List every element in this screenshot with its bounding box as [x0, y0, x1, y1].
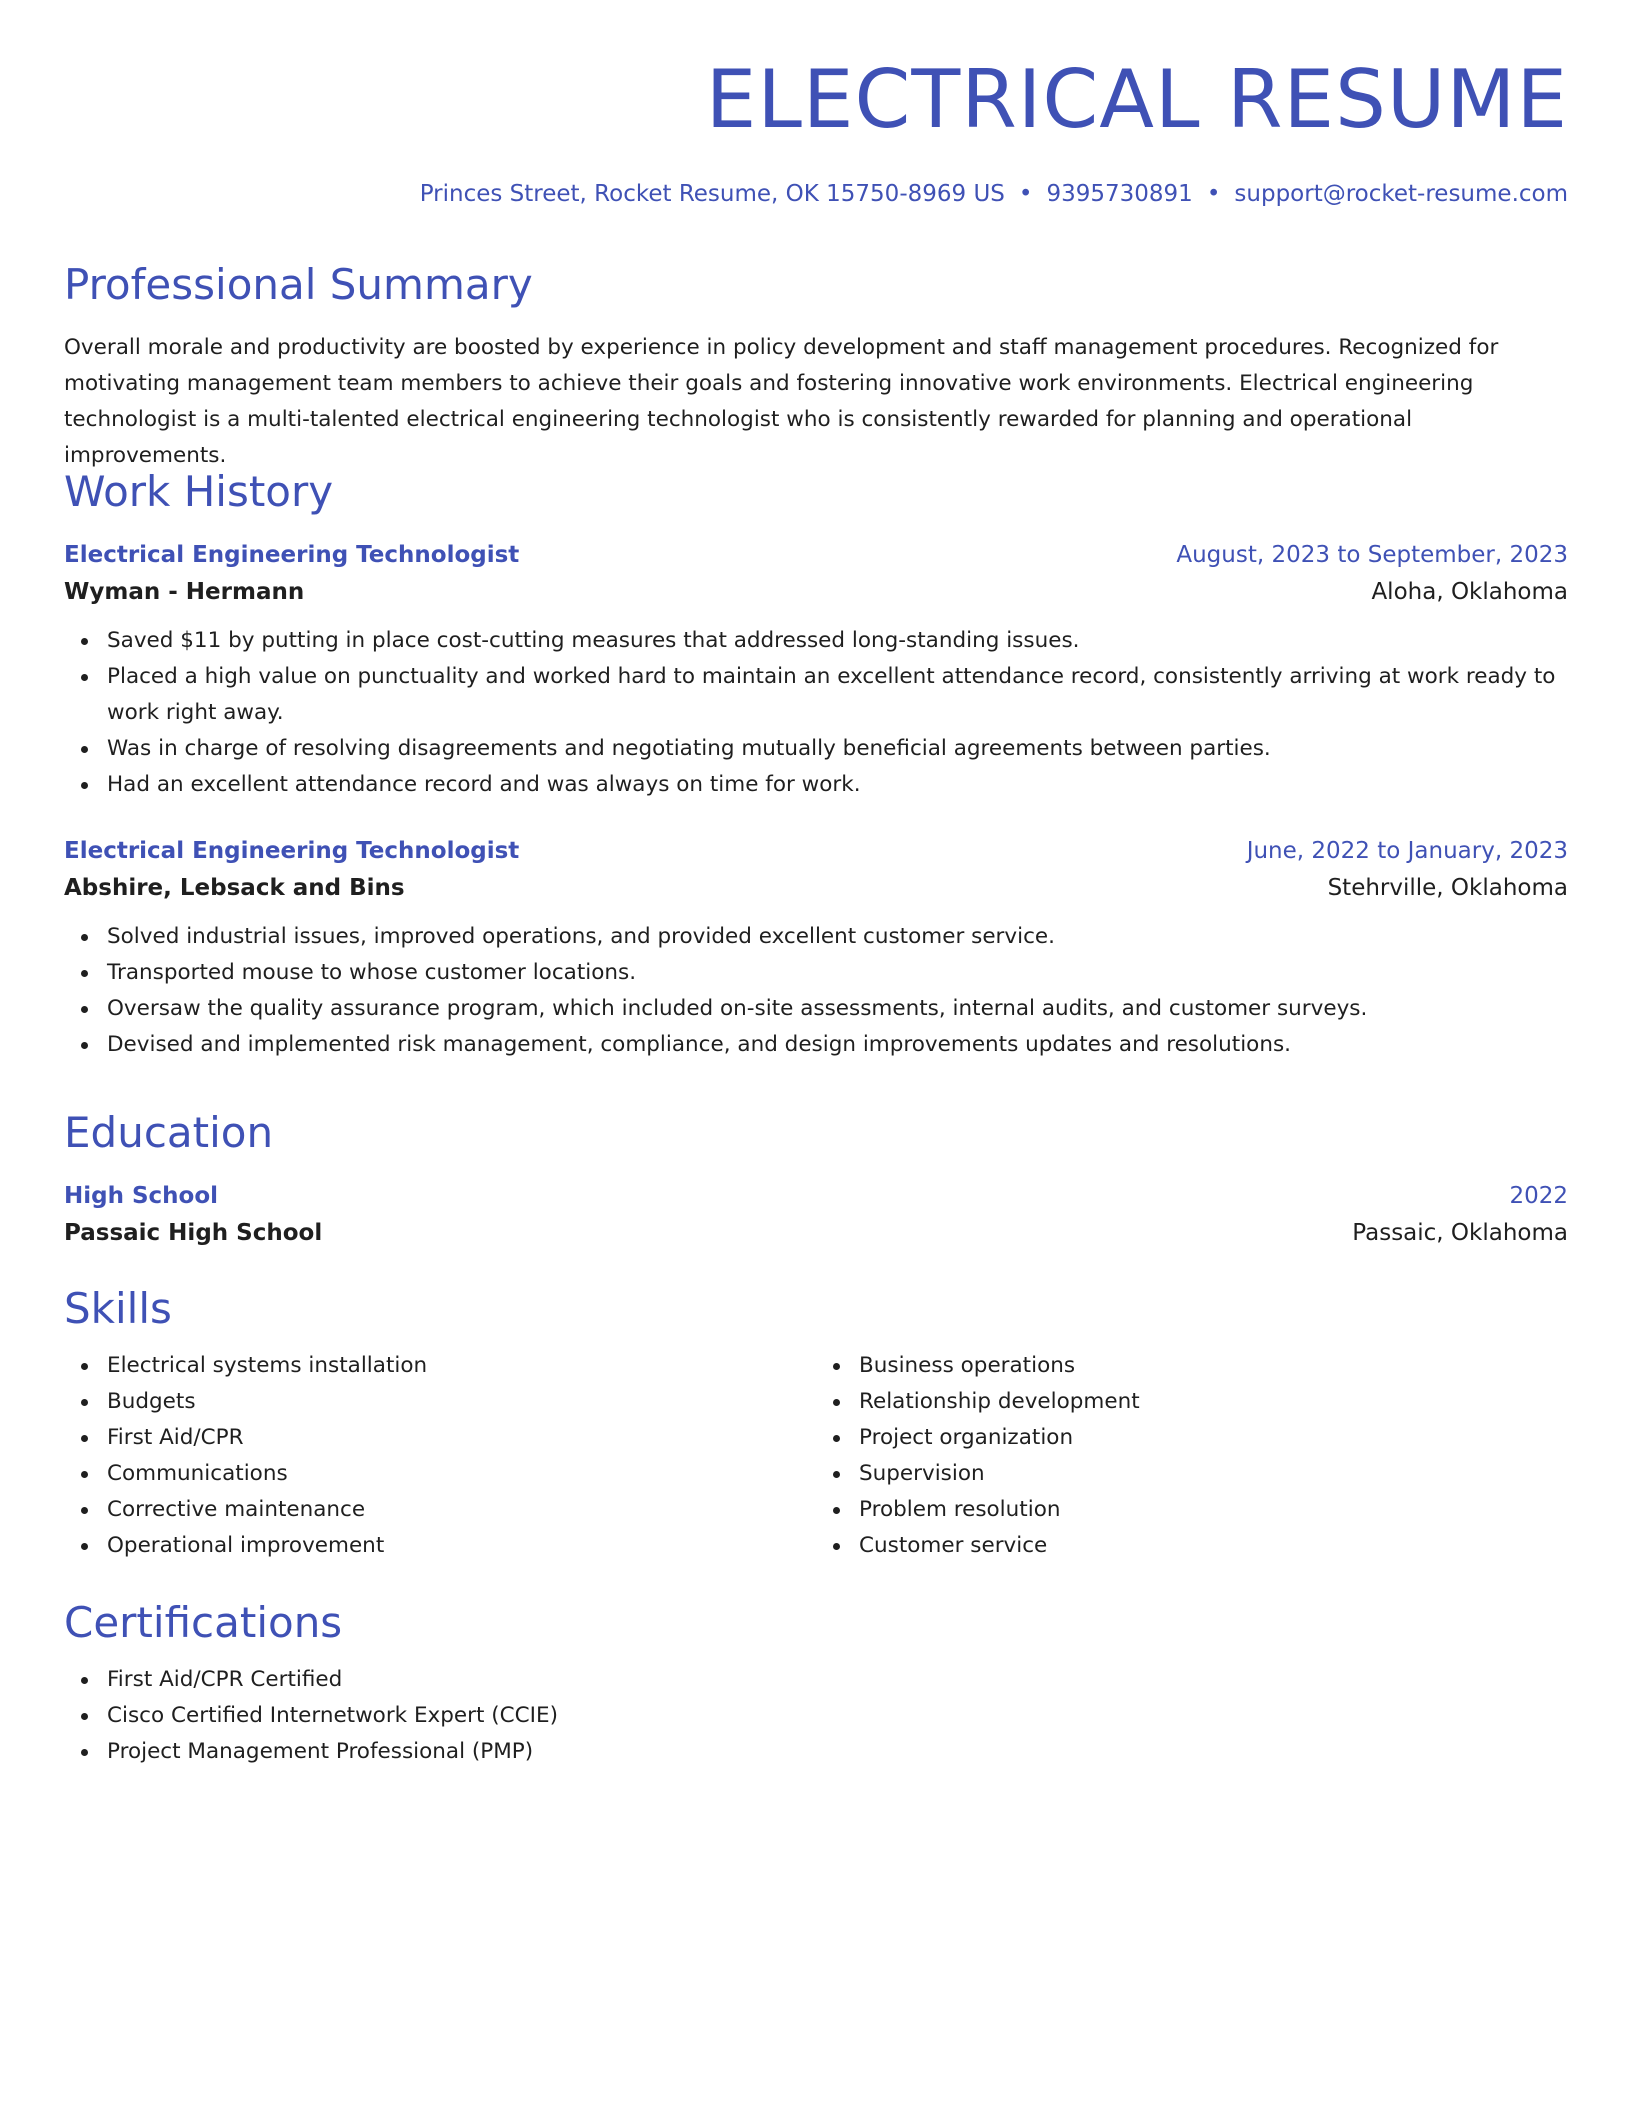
- certification-item: Project Management Professional (PMP): [107, 1734, 1568, 1770]
- resume-header: [64, 0, 1568, 210]
- job-title: Electrical Engineering Technologist: [64, 838, 520, 864]
- skill-item: Electrical systems installation: [107, 1348, 816, 1384]
- job-entry: [64, 833, 1568, 1063]
- certifications-list: [64, 1662, 1568, 1770]
- skill-item: Customer service: [859, 1528, 1568, 1564]
- skill-item: Project organization: [859, 1420, 1568, 1456]
- skill-item: Communications: [107, 1456, 816, 1492]
- job-title: Electrical Engineering Technologist: [64, 542, 520, 568]
- skills-list-right: [816, 1348, 1568, 1564]
- education-school: Passaic High School: [64, 1220, 323, 1246]
- job-bullet: Oversaw the quality assurance program, which included on-site assessments, internal audits, and customer surveys.: [107, 991, 1568, 1027]
- contact-separator: •: [1018, 181, 1033, 207]
- job-location: Aloha, Oklahoma: [1371, 579, 1568, 605]
- education-degree: High School: [64, 1183, 219, 1209]
- job-bullet: Saved $11 by putting in place cost-cutting measures that addressed long-standing issues.: [107, 623, 1568, 659]
- contact-email[interactable]: support@rocket-resume.com: [1234, 181, 1568, 207]
- education-location: Passaic, Oklahoma: [1352, 1220, 1568, 1246]
- skills-section: [64, 1282, 1568, 1564]
- job-entry: [64, 537, 1568, 803]
- section-title-work-history: Work History: [64, 467, 334, 516]
- skill-item: Supervision: [859, 1456, 1568, 1492]
- job-company-row: [64, 573, 1568, 611]
- certifications-section: [64, 1596, 1568, 1770]
- job-company: Abshire, Lebsack and Bins: [64, 875, 405, 901]
- job-dates: June, 2022 to January, 2023: [1246, 838, 1568, 864]
- work-history-section: [64, 465, 1568, 1063]
- job-header-row: [64, 833, 1568, 869]
- job-bullet: Was in charge of resolving disagreements and negotiating mutually beneficial agreements between parties.: [107, 731, 1568, 767]
- certification-item: First Aid/CPR Certified: [107, 1662, 1568, 1698]
- job-header-row: [64, 537, 1568, 573]
- contact-phone: 9395730891: [1046, 181, 1193, 207]
- education-school-row: [64, 1214, 1568, 1252]
- certification-item: Cisco Certified Internetwork Expert (CCIE): [107, 1698, 1568, 1734]
- skill-item: First Aid/CPR: [107, 1420, 816, 1456]
- job-company-row: [64, 869, 1568, 907]
- education-year: 2022: [1509, 1183, 1568, 1209]
- job-bullet: Placed a high value on punctuality and worked hard to maintain an excellent attendance record, consistently arriving at work ready to work right away.: [107, 659, 1568, 731]
- job-bullets: [64, 623, 1568, 803]
- job-bullet: Had an excellent attendance record and was always on time for work.: [107, 767, 1568, 803]
- job-bullet: Solved industrial issues, improved operations, and provided excellent customer service.: [107, 919, 1568, 955]
- job-bullet: Transported mouse to whose customer locations.: [107, 955, 1568, 991]
- skill-item: Budgets: [107, 1384, 816, 1420]
- job-bullets: [64, 919, 1568, 1063]
- education-section: [64, 1106, 1568, 1252]
- summary-section: [64, 258, 1568, 474]
- contact-separator: •: [1206, 181, 1221, 207]
- section-title-summary: Professional Summary: [64, 260, 533, 309]
- contact-line: [64, 178, 1568, 210]
- skills-list-left: [64, 1348, 816, 1564]
- resume-page: [64, 0, 1568, 1764]
- section-title-skills: Skills: [64, 1284, 172, 1333]
- education-header-row: [64, 1178, 1568, 1214]
- job-bullet: Devised and implemented risk management, compliance, and design improvements updates and resolutions.: [107, 1027, 1568, 1063]
- summary-text: Overall morale and productivity are boosted by experience in policy development and staff management procedures. Recognized for motivating management team members to achieve their goals and fostering innovative work environments. Electrical engineering technologist is a multi-talented electrical engineering technologist who is consistently rewarded for planning and operational improvements.: [64, 335, 1499, 468]
- contact-address: Princes Street, Rocket Resume, OK 15750-8969 US: [419, 181, 1005, 207]
- job-location: Stehrville, Oklahoma: [1327, 875, 1568, 901]
- education-entry: [64, 1178, 1568, 1252]
- section-title-certifications: Certifications: [64, 1598, 343, 1647]
- skill-item: Problem resolution: [859, 1492, 1568, 1528]
- skill-item: Business operations: [859, 1348, 1568, 1384]
- skills-grid: [64, 1336, 1568, 1564]
- section-title-education: Education: [64, 1108, 274, 1157]
- job-company: Wyman - Hermann: [64, 579, 305, 605]
- skill-item: Corrective maintenance: [107, 1492, 816, 1528]
- job-dates: August, 2023 to September, 2023: [1176, 542, 1568, 568]
- skill-item: Relationship development: [859, 1384, 1568, 1420]
- skill-item: Operational improvement: [107, 1528, 816, 1564]
- resume-name: ELECTRICAL RESUME: [705, 53, 1568, 146]
